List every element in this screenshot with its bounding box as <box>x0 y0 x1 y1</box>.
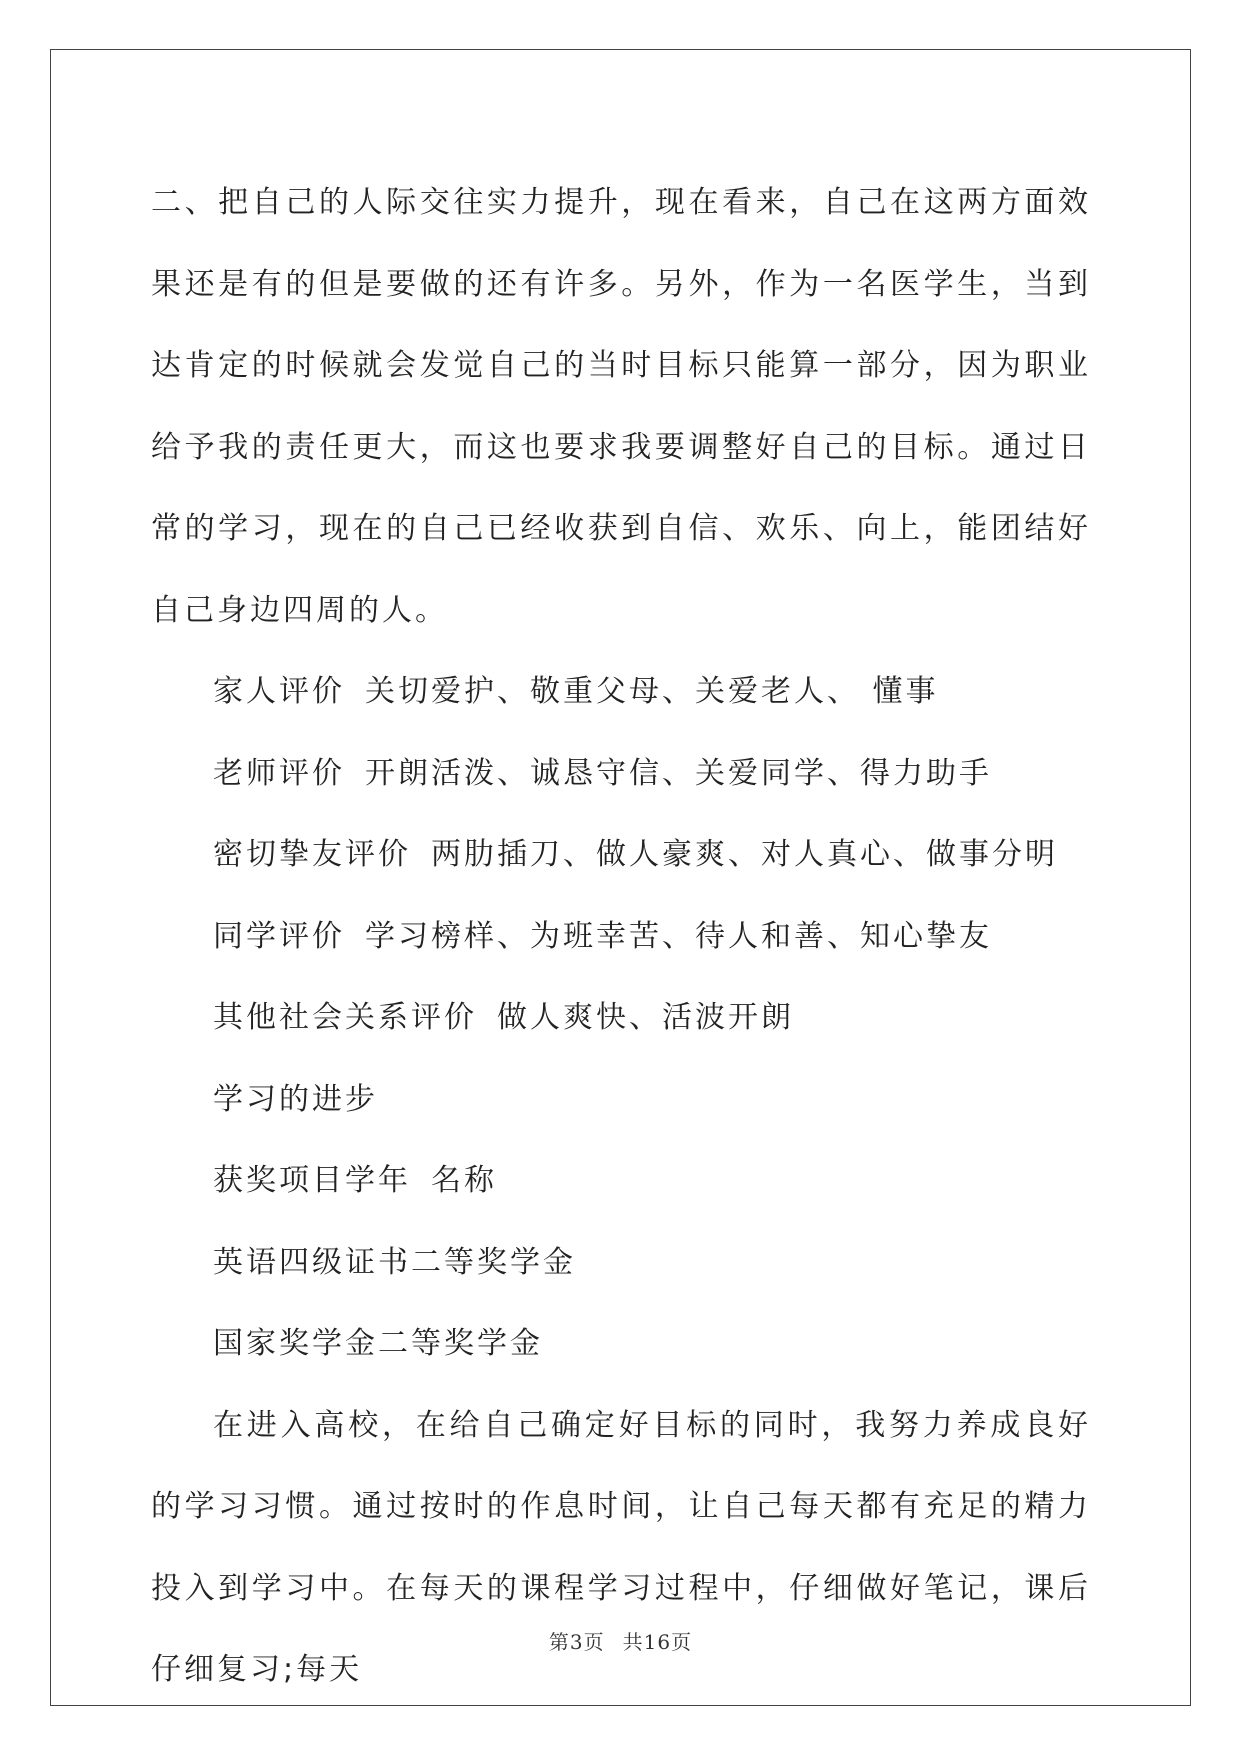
evaluation-family <box>151 651 1091 733</box>
award-header-col1: 获奖项目学年 <box>213 1163 411 1198</box>
evaluation-value: 做人爽快、活波开朗 <box>497 1000 794 1035</box>
page-footer <box>0 1626 1241 1655</box>
page-total: 共16页 <box>622 1630 693 1654</box>
award-table-header <box>151 1140 1091 1222</box>
evaluation-friend <box>151 814 1091 896</box>
evaluation-value: 开朗活泼、诚恳守信、关爱同学、得力助手 <box>365 755 992 791</box>
paragraph-study-habits: 在进入高校，在给自己确定好目标的同时，我努力养成良好的学习习惯。通过按时的作息时间，让自己每天都有充足的精力投入到学习中。在每天的课程学习过程中，仔细做好笔记，课后仔细复习;每天 <box>151 1407 1091 1687</box>
evaluation-label: 家人评价 <box>213 674 345 709</box>
evaluation-label: 密切挚友评价 <box>213 837 411 872</box>
study-heading: 学习的进步 <box>213 1081 378 1117</box>
award-item: 国家奖学金二等奖学金 <box>213 1326 543 1361</box>
evaluation-value: 学习榜样、为班幸苦、待人和善、知心挚友 <box>365 918 992 954</box>
evaluation-label: 老师评价 <box>213 755 345 791</box>
evaluation-value: 关切爱护、敬重父母、关爱老人、 懂事 <box>365 674 939 709</box>
page-number: 第3页 <box>548 1630 605 1654</box>
document-body <box>151 162 1091 1711</box>
evaluation-label: 其他社会关系评价 <box>213 1000 477 1035</box>
evaluation-value: 两肋插刀、做人豪爽、对人真心、做事分明 <box>431 837 1058 872</box>
award-header-col2: 名称 <box>431 1163 497 1198</box>
evaluation-teacher <box>151 733 1091 815</box>
evaluation-social <box>151 977 1091 1059</box>
award-item: 英语四级证书二等奖学金 <box>213 1244 576 1280</box>
evaluation-label: 同学评价 <box>213 918 345 954</box>
paragraph-interpersonal: 二、把自己的人际交往实力提升，现在看来，自己在这两方面效果还是有的但是要做的还有许多。另外，作为一名医学生，当到达肯定的时候就会发觉自己的当时目标只能算一部分，因为职业给予我的责任更大，而这也要求我要调整好自己的目标。通过日常的学习，现在的自己已经收获到自信、欢乐、向上，能团结好自己身边四周的人。 <box>151 185 1091 628</box>
evaluation-classmate <box>151 896 1091 978</box>
